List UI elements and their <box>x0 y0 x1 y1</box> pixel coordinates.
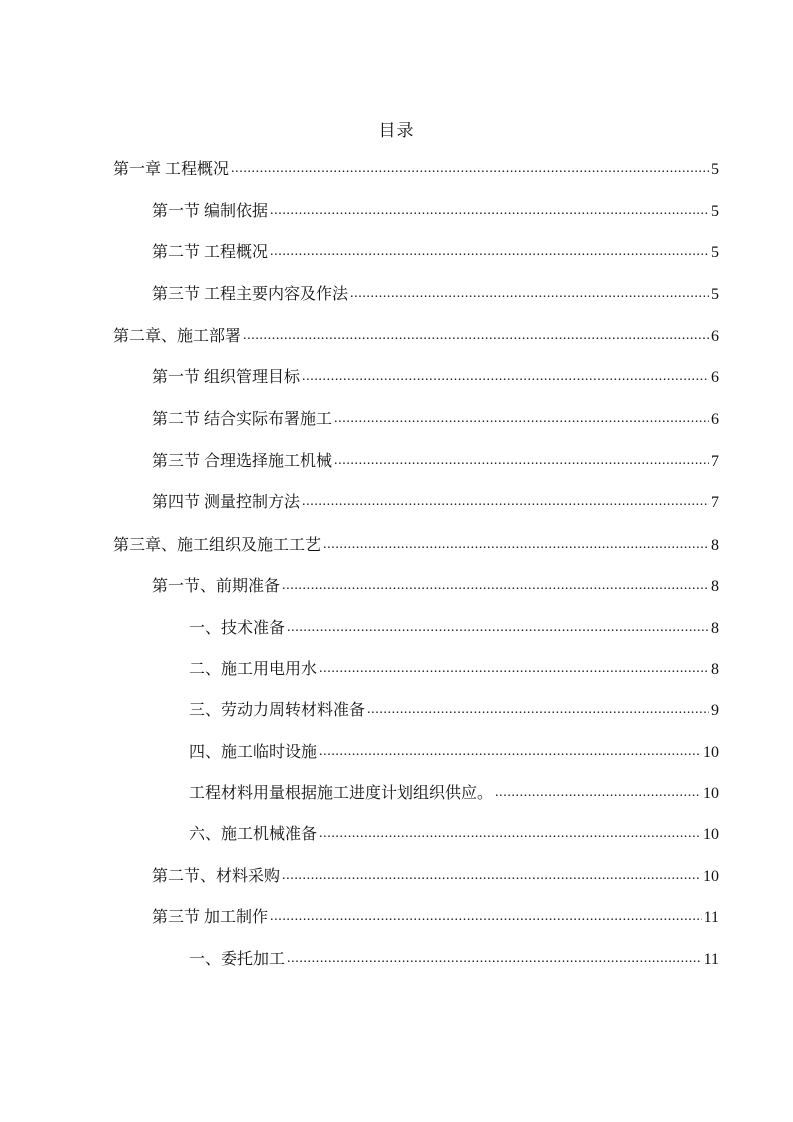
toc-entry-page: 7 <box>711 453 719 470</box>
toc-entry-page: 7 <box>711 494 719 511</box>
toc-entry[interactable] <box>189 821 719 845</box>
toc-entry-page: 11 <box>703 951 719 968</box>
toc-entry-label: 第三节 合理选择施工机械 <box>152 453 333 470</box>
toc-entry-page: 10 <box>703 868 719 885</box>
dot-leader <box>334 408 709 424</box>
toc-entry[interactable] <box>152 448 719 472</box>
toc-entry-label: 第二节、材料采购 <box>152 868 281 885</box>
toc-entry-label: 工程材料用量根据施工进度计划组织供应。 <box>189 785 494 802</box>
toc-entry-page: 5 <box>711 244 719 261</box>
toc-entry-page: 5 <box>711 161 719 178</box>
toc-entry[interactable] <box>113 323 719 347</box>
toc-entry-page: 8 <box>711 537 719 554</box>
dot-leader <box>319 658 709 674</box>
toc-entry-page: 5 <box>711 203 719 220</box>
dot-leader <box>334 450 709 466</box>
dot-leader <box>319 823 701 839</box>
toc-entry-label: 一、委托加工 <box>189 951 286 968</box>
dot-leader <box>319 741 701 757</box>
dot-leader <box>350 283 709 299</box>
dot-leader <box>367 699 709 715</box>
toc-entry[interactable] <box>189 697 719 721</box>
toc-entry-label: 第三节 工程主要内容及作法 <box>152 286 349 303</box>
toc-entry-page: 9 <box>711 702 719 719</box>
dot-leader <box>495 782 701 798</box>
toc-entry-page: 10 <box>703 826 719 843</box>
dot-leader <box>231 158 709 174</box>
toc-entry-page: 8 <box>711 620 719 637</box>
toc-entry-label: 第一节、前期准备 <box>152 578 281 595</box>
toc-entry-label: 三、劳动力周转材料准备 <box>189 702 366 719</box>
toc-entry[interactable] <box>152 364 719 388</box>
toc-entry[interactable] <box>152 198 719 222</box>
dot-leader <box>282 575 709 591</box>
toc-entry-label: 第三章、施工组织及施工工艺 <box>113 537 322 554</box>
toc-entry[interactable] <box>189 739 719 763</box>
dot-leader <box>302 366 709 382</box>
dot-leader <box>270 200 709 216</box>
toc-entry-page: 10 <box>703 744 719 761</box>
toc-entry[interactable] <box>152 239 719 263</box>
toc-entry[interactable] <box>152 863 719 887</box>
dot-leader <box>302 491 709 507</box>
toc-entry-page: 6 <box>711 328 719 345</box>
toc-entry-label: 第二节 结合实际布署施工 <box>152 411 333 428</box>
toc-entry-label: 一、技术准备 <box>189 620 286 637</box>
toc-title: 目录 <box>378 121 415 140</box>
toc-entry-label: 六、施工机械准备 <box>189 826 318 843</box>
toc-entry[interactable] <box>113 156 719 180</box>
toc-entry[interactable] <box>152 573 719 597</box>
toc-entry-page: 11 <box>703 909 719 926</box>
toc-entry-page: 5 <box>711 286 719 303</box>
toc-entry-page: 8 <box>711 578 719 595</box>
dot-leader <box>287 617 709 633</box>
dot-leader <box>282 865 701 881</box>
toc-entry-label: 第三节 加工制作 <box>152 909 269 926</box>
toc-entry-page: 10 <box>703 785 719 802</box>
dot-leader <box>323 534 709 550</box>
toc-entry-label: 四、施工临时设施 <box>189 744 318 761</box>
toc-entry-page: 6 <box>711 369 719 386</box>
toc-entry[interactable] <box>152 904 719 928</box>
toc-entry-label: 第二章、施工部署 <box>113 328 242 345</box>
toc-entry[interactable] <box>113 532 719 556</box>
toc-entry[interactable] <box>152 281 719 305</box>
toc-entry-label: 第四节 测量控制方法 <box>152 494 301 511</box>
toc-entry-label: 第一节 编制依据 <box>152 203 269 220</box>
dot-leader <box>287 948 702 964</box>
dot-leader <box>270 241 709 257</box>
dot-leader <box>270 906 702 922</box>
toc-entry[interactable] <box>189 946 719 970</box>
dot-leader <box>243 325 709 341</box>
toc-entry-page: 6 <box>711 411 719 428</box>
toc-entry[interactable] <box>152 489 719 513</box>
toc-entry-label: 第一章 工程概况 <box>113 161 230 178</box>
toc-entry[interactable] <box>152 406 719 430</box>
toc-entry-page: 8 <box>711 661 719 678</box>
toc-entry[interactable] <box>189 656 719 680</box>
toc-entry-label: 二、施工用电用水 <box>189 661 318 678</box>
toc-entry[interactable] <box>189 615 719 639</box>
toc-entry-label: 第一节 组织管理目标 <box>152 369 301 386</box>
toc-entry[interactable] <box>189 780 719 804</box>
toc-entry-label: 第二节 工程概况 <box>152 244 269 261</box>
